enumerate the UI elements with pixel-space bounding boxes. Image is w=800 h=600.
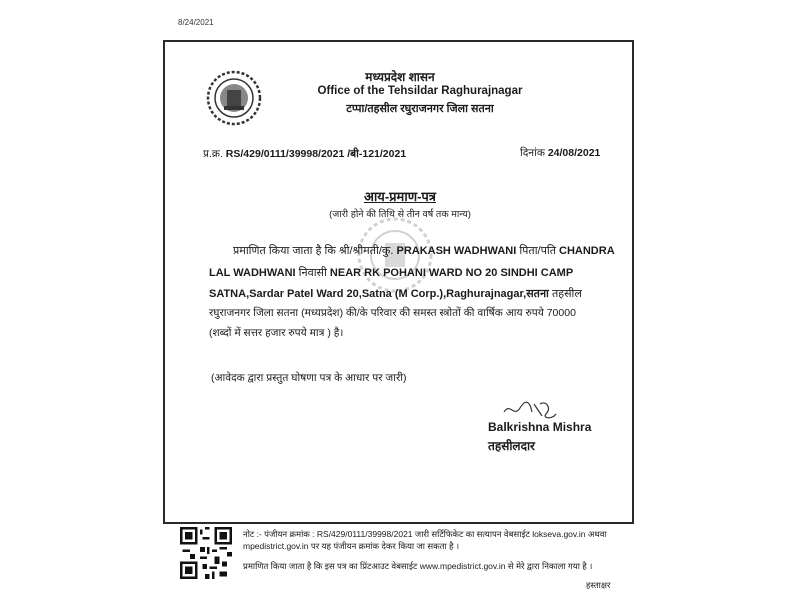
relation-text: पिता/पति: [519, 245, 556, 257]
date-label: दिनांक: [520, 147, 545, 159]
body-line-2: [209, 265, 573, 280]
certificate-validity: (जारी होने की तिथि से तीन वर्ष तक मान्य): [329, 209, 471, 220]
issue-date: [520, 146, 600, 160]
reference-number: [203, 147, 406, 161]
reference-value: RS/429/0111/39998/2021 /बी-121/2021: [225, 148, 407, 160]
qr-code-icon: [180, 527, 232, 579]
reference-prefix: प्र.क्र.: [203, 148, 223, 160]
tehsil-text: तहसील: [551, 288, 582, 300]
body-line-5: (शब्दों में सत्तर हजार रुपये मात्र ) है।: [209, 327, 344, 339]
applicant-name: PRAKASH WADHWANI: [396, 245, 517, 257]
footer-note-line-2: mpedistrict.gov.in पर यह पंजीयन क्रमांक देकर किया जा सकता है ।: [243, 541, 460, 551]
address-part1: NEAR RK POHANI WARD NO 20 SINDHI CAMP: [329, 267, 574, 279]
signature-scribble: [502, 398, 558, 420]
print-date: 8/24/2021: [178, 18, 214, 27]
signatory-designation: तहसीलदार: [488, 439, 535, 453]
certificate-title: आय-प्रमाण-पत्र: [364, 189, 436, 204]
issuance-basis: (आवेदक द्वारा प्रस्तुत घोषणा पत्र के आधार पर जारी): [211, 372, 407, 384]
govt-heading: मध्यप्रदेश शासन: [365, 70, 435, 84]
resident-text: निवासी: [298, 267, 327, 279]
father-name-part2: LAL WADHWANI: [209, 267, 296, 279]
date-value: 24/08/2021: [547, 147, 601, 159]
body-line-1: [233, 243, 615, 258]
father-name-part1: CHANDRA: [559, 245, 615, 257]
office-heading: Office of the Tehsildar Raghurajnagar: [317, 85, 523, 97]
address-part2: SATNA,Sardar Patel Ward 20,Satna (M Corp.),Raghurajnagar,सतना: [209, 288, 549, 300]
footer-sign-label: हस्ताक्षर: [586, 580, 611, 590]
intro-text: प्रमाणित किया जाता है कि श्री/श्रीमती/कु.: [233, 245, 394, 257]
body-line-3: [209, 286, 582, 301]
body-line-4: रघुराजनगर जिला सतना (मध्यप्रदेश) की/के परिवार की समस्त स्त्रोतों की वार्षिक आय रुपये 70000: [209, 307, 576, 319]
signatory-name: Balkrishna Mishra: [488, 420, 592, 434]
footer-note-line-3: प्रमाणित किया जाता है कि इस पत्र का प्रिंटआउट वेबसाईट www.mpedistrict.gov.in से मेरे द्वारा निकाला गया है ।: [243, 561, 593, 571]
office-heading-hindi: टप्पा/तहसील रघुराजनगर जिला सतना: [346, 103, 494, 115]
footer-note-line-1: नोट :- पंजीयन क्रमांक : RS/429/0111/39998/2021 जारी सर्टिफिकेट का सत्यापन वेबसाईट lokseva.gov.in अथवा: [243, 529, 607, 539]
